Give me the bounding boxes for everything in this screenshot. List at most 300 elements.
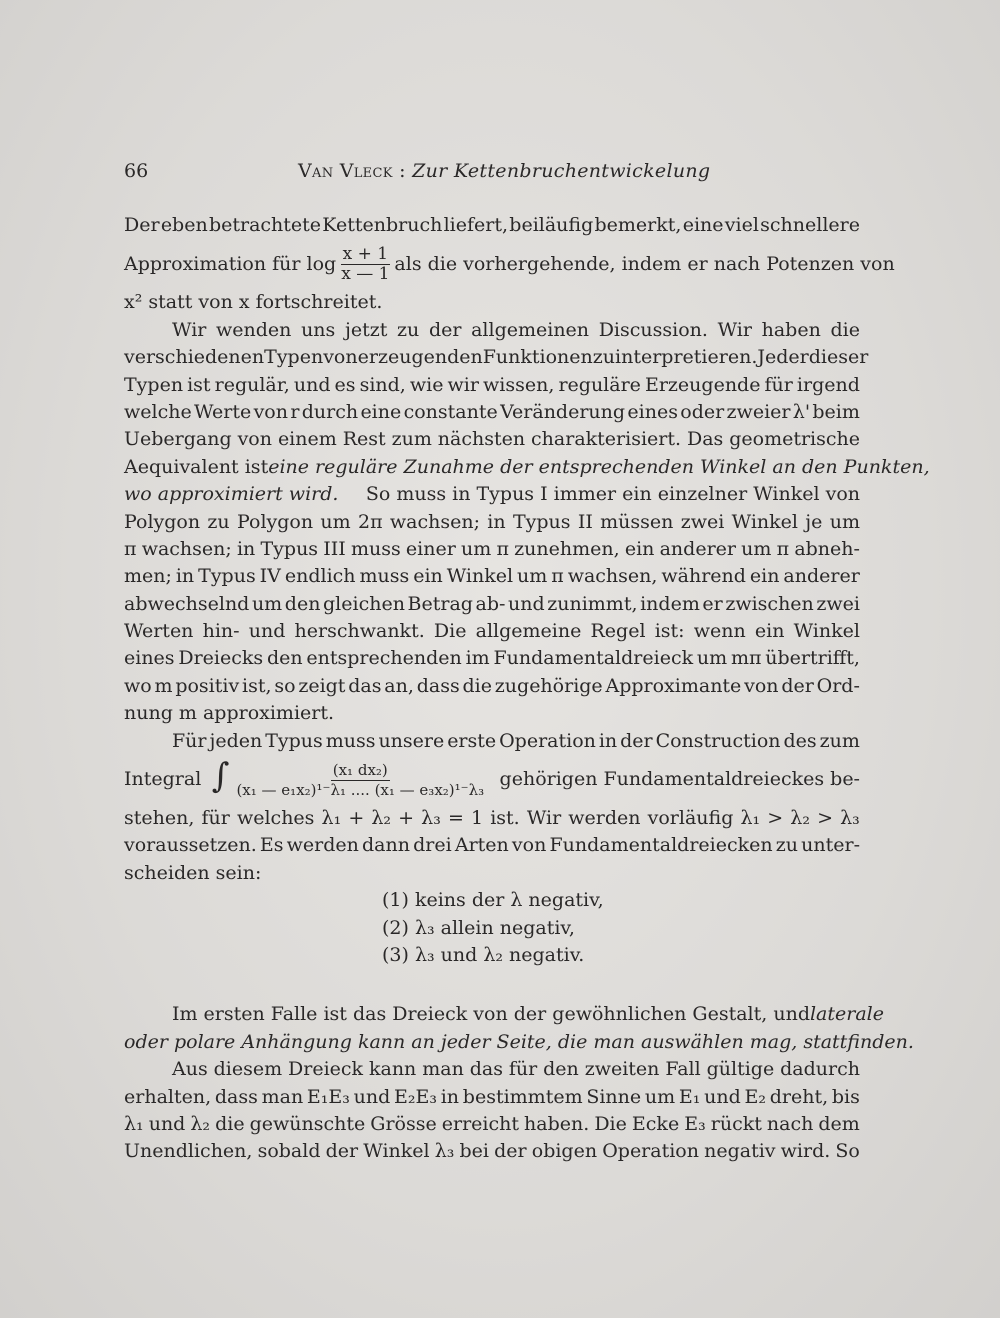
word: haben	[761, 318, 821, 341]
word: mπ	[730, 647, 762, 670]
word: negativ	[704, 1140, 776, 1163]
word: λ₁	[740, 807, 761, 830]
word: verschiedenen	[124, 346, 265, 369]
word: zum	[391, 428, 432, 451]
word: wachsen;	[389, 510, 480, 533]
word: voraussetzen.	[124, 834, 257, 857]
word: abneh-	[794, 537, 860, 560]
fraction-denominator: x — 1	[341, 263, 390, 284]
word: um	[320, 510, 351, 533]
text-line-with-fraction	[124, 239, 895, 289]
word: dreht,	[769, 1085, 829, 1108]
word: Typus	[198, 565, 256, 588]
text-line	[124, 673, 860, 700]
word: welche	[124, 400, 192, 423]
integral-sign: ∫	[211, 756, 230, 797]
word: dass	[416, 674, 460, 697]
word: zweiten	[584, 1058, 660, 1081]
word: erzeugenden	[357, 346, 483, 369]
word: sind,	[359, 373, 406, 396]
word: Typus	[512, 510, 571, 533]
word: +	[398, 807, 415, 830]
word: anderer	[783, 565, 860, 588]
word: zu	[775, 834, 798, 857]
word: ein	[624, 537, 655, 560]
word: λ₃	[434, 1140, 455, 1163]
word: erreicht	[441, 1112, 520, 1135]
word: schnellere	[760, 214, 860, 236]
word: man	[261, 1085, 304, 1108]
word: gleichen	[323, 592, 405, 615]
fraction	[339, 245, 391, 284]
word: von	[237, 428, 272, 451]
word: Operation	[602, 1140, 699, 1163]
header-title	[298, 160, 710, 182]
word: bei	[459, 1140, 489, 1163]
word: es	[334, 373, 356, 396]
word: λ₃	[840, 807, 860, 830]
word: irgend	[796, 373, 860, 396]
text-line	[124, 454, 930, 481]
word: r	[290, 400, 300, 423]
word: um	[644, 1085, 676, 1108]
word: jeden	[209, 729, 263, 752]
italic-phrase: oder polare Anhängung kann an jeder Seite, die man auswählen mag, stattfinden.	[124, 1030, 914, 1053]
word: um	[251, 592, 283, 615]
text-line	[124, 1029, 914, 1056]
word: π	[496, 537, 509, 560]
running-header	[124, 160, 860, 186]
text-line	[124, 399, 860, 426]
word: gültige	[706, 1058, 775, 1081]
italic-phrase: eine reguläre Zunahme der entsprechenden Winkel an den Punkten,	[268, 455, 930, 478]
word: wenden	[216, 318, 292, 341]
word: die	[830, 318, 860, 341]
case-item: (3) λ₃ und λ₂ negativ.	[382, 943, 585, 966]
word: um	[517, 565, 548, 588]
word: eines	[124, 647, 175, 670]
text-fragment: Approximation für log	[124, 252, 337, 275]
word: der	[428, 318, 462, 341]
fraction-numerator: x + 1	[342, 243, 389, 264]
word: Erzeugende	[644, 373, 761, 396]
word: betrachtete	[208, 214, 322, 236]
word: in	[487, 510, 506, 533]
word: eines	[627, 400, 678, 423]
word: E₃	[684, 1112, 706, 1135]
text-line	[124, 426, 860, 453]
word: Grösse	[370, 1112, 437, 1135]
word: Approximante	[605, 674, 742, 697]
word: ist	[187, 373, 211, 396]
text-line	[124, 1084, 860, 1111]
text-line	[124, 1056, 860, 1083]
word: und	[508, 592, 545, 615]
word: beiläufig	[509, 214, 594, 236]
word: in	[440, 1085, 460, 1108]
word: um	[461, 537, 492, 560]
word: die	[462, 674, 492, 697]
word: wir	[447, 373, 479, 396]
text-line	[124, 1001, 884, 1028]
word: =	[447, 807, 464, 830]
word: Fundamentaldreieck	[493, 647, 694, 670]
text-line-with-integral	[124, 755, 860, 805]
word: wachsen;	[141, 537, 232, 560]
word: λ₁	[321, 807, 342, 830]
word: von	[253, 400, 288, 423]
word: indem	[640, 592, 700, 615]
word: zwei	[816, 592, 860, 615]
text-fragment: So muss in Typus I immer ein einzelner Winkel von	[365, 483, 860, 506]
word: II	[577, 510, 593, 533]
word: der	[781, 674, 814, 697]
word: Typus	[265, 729, 323, 752]
word: eine	[682, 214, 724, 236]
word: Das	[686, 428, 724, 451]
word: herschwankt.	[294, 620, 425, 643]
word: man	[422, 1058, 464, 1081]
italic-phrase: wo approximiert wird.	[124, 483, 339, 506]
word: bestimmtem	[462, 1085, 583, 1108]
word: men;	[124, 565, 172, 588]
word: E₂	[744, 1085, 766, 1108]
word: ist:	[654, 620, 685, 643]
word: dem	[818, 1112, 860, 1135]
word: Construction	[655, 729, 781, 752]
word: stehen,	[124, 807, 195, 830]
word: Fall	[665, 1058, 701, 1081]
word: Die	[594, 1112, 627, 1135]
word: IV	[259, 565, 281, 588]
word: Arten	[454, 834, 509, 857]
word: viel	[724, 214, 759, 236]
integral-expression	[211, 756, 489, 800]
word: dadurch	[780, 1058, 860, 1081]
word: Die	[433, 620, 467, 643]
word: übertrifft,	[765, 647, 860, 670]
word: für	[508, 1058, 538, 1081]
word: Dreieck	[288, 1058, 364, 1081]
word: uns	[301, 318, 336, 341]
text-fragment: Integral	[124, 768, 202, 791]
word: allgemeine	[475, 620, 582, 643]
word: erste	[447, 729, 497, 752]
case-item: (1) keins der λ negativ,	[382, 889, 604, 912]
word: obigen	[531, 1140, 598, 1163]
page-number: 66	[124, 160, 149, 182]
word: um	[741, 537, 772, 560]
word: einer	[405, 537, 456, 560]
word: bis	[831, 1085, 860, 1108]
word: unter-	[801, 834, 860, 857]
word: Rest	[342, 428, 386, 451]
word: der	[494, 1140, 527, 1163]
word: werden	[286, 834, 359, 857]
word: erhalten,	[124, 1085, 212, 1108]
case-item: (2) λ₃ allein negativ,	[382, 916, 575, 939]
word: den	[543, 1058, 579, 1081]
word: zu	[397, 318, 420, 341]
text-line	[124, 563, 860, 590]
spacer	[124, 969, 860, 1001]
word: Wir	[717, 318, 752, 341]
word: ist.	[490, 807, 520, 830]
word: zeigt	[298, 674, 346, 697]
word: zu	[207, 510, 230, 533]
word: π	[776, 537, 790, 560]
word: unsere	[378, 729, 445, 752]
word: in	[598, 729, 618, 752]
word: endlich	[284, 565, 356, 588]
word: wo	[124, 674, 152, 697]
word: Der	[124, 214, 160, 236]
word: muss	[359, 565, 410, 588]
text-line	[124, 481, 860, 508]
author-name: Van Vleck	[298, 160, 393, 182]
word: λ₁	[124, 1112, 144, 1135]
word: oder	[680, 400, 725, 423]
word: muss	[350, 537, 401, 560]
word: der	[620, 729, 653, 752]
word: reguläre	[558, 373, 641, 396]
word: Uebergang	[124, 428, 232, 451]
word: m	[154, 674, 173, 697]
word: zunimmt,	[547, 592, 638, 615]
word: Polygon	[124, 510, 201, 533]
text-line	[124, 317, 860, 344]
word: Discussion.	[598, 318, 708, 341]
text-line: scheiden sein:	[124, 861, 262, 884]
word: constante	[403, 400, 498, 423]
word: das	[348, 674, 382, 697]
word: Für	[172, 729, 207, 752]
word: hin-	[202, 620, 240, 643]
word: Werte	[194, 400, 252, 423]
text-line	[124, 1111, 860, 1138]
word: jetzt	[344, 318, 388, 341]
word: eine	[360, 400, 402, 423]
word: eben	[160, 214, 208, 236]
word: E₁E₃	[306, 1085, 350, 1108]
header-separator: :	[399, 160, 406, 182]
fraction	[234, 761, 486, 800]
word: während	[661, 565, 746, 588]
word: Sinne	[586, 1085, 642, 1108]
word: geometrische	[729, 428, 860, 451]
word: Regel	[590, 620, 646, 643]
word: Ecke	[631, 1112, 680, 1135]
word: π	[551, 565, 564, 588]
word: so	[274, 674, 296, 697]
text-line	[124, 645, 860, 672]
word: abwechselnd	[124, 592, 250, 615]
text-line	[124, 591, 860, 618]
word: Werten	[124, 620, 194, 643]
word: von	[511, 834, 547, 857]
word: an,	[384, 674, 414, 697]
word: λ₂	[790, 807, 810, 830]
word: in	[236, 537, 256, 560]
word: Dreiecks	[178, 647, 264, 670]
text-line	[124, 728, 860, 755]
word: Betrag	[407, 592, 473, 615]
word: λ₂	[190, 1112, 211, 1135]
word: muss	[325, 729, 376, 752]
word: anderer	[659, 537, 736, 560]
word: nach	[766, 1112, 814, 1135]
word: charakterisiert.	[531, 428, 682, 451]
word: π	[124, 537, 137, 560]
word: Funktionen	[482, 346, 593, 369]
word: Unendlichen,	[124, 1140, 253, 1163]
word: vorläufig	[647, 807, 734, 830]
word: Winkel	[793, 620, 860, 643]
text-fragment: als die vorhergehende, indem er nach Potenzen von	[394, 252, 895, 275]
word: Es	[259, 834, 284, 857]
word: und	[704, 1085, 741, 1108]
word: kann	[368, 1058, 417, 1081]
word: Wir	[172, 318, 207, 341]
word: um	[829, 510, 860, 533]
word: ist,	[242, 674, 272, 697]
word: von	[744, 674, 779, 697]
article-title: Zur Kettenbruchentwickelung	[412, 160, 711, 182]
word: ein	[749, 565, 780, 588]
word: für	[201, 807, 230, 830]
word: >	[767, 807, 784, 830]
word: Winkel	[446, 565, 514, 588]
word: durch	[301, 400, 359, 423]
text-line: x² statt von x fortschreitet.	[124, 291, 383, 314]
word: zunehmen,	[514, 537, 620, 560]
word: zum	[819, 729, 860, 752]
word: von	[323, 346, 358, 369]
word: welches	[236, 807, 315, 830]
word: haben.	[524, 1112, 590, 1135]
word: Ord-	[816, 674, 860, 697]
word: und	[353, 1085, 391, 1108]
word: liefert,	[443, 214, 509, 236]
word: entsprechenden	[306, 647, 462, 670]
word: λ'	[792, 400, 811, 423]
word: beim	[812, 400, 860, 423]
word: 2π	[357, 510, 383, 533]
text-line	[124, 805, 860, 832]
word: regulär,	[214, 373, 290, 396]
text-line	[124, 832, 860, 859]
word: wissen,	[483, 373, 555, 396]
word: λ₃	[421, 807, 441, 830]
word: wenn	[693, 620, 746, 643]
word: dann	[362, 834, 410, 857]
word: in	[175, 565, 195, 588]
word: zwischen	[725, 592, 814, 615]
text-fragment: Aequivalent ist	[124, 455, 269, 478]
word: E₂E₃	[394, 1085, 437, 1108]
word: drei	[413, 834, 452, 857]
word: er	[702, 592, 723, 615]
word: zwei	[680, 510, 725, 533]
word: und	[293, 373, 331, 396]
word: Jeder	[757, 346, 809, 369]
word: Aus	[172, 1058, 208, 1081]
word: Polygon	[236, 510, 314, 533]
word: im	[465, 647, 490, 670]
word: ein	[413, 565, 443, 588]
word: müssen	[600, 510, 674, 533]
word: für	[764, 373, 793, 396]
word: wachsen,	[567, 565, 658, 588]
text-line	[124, 372, 860, 399]
text-fragment: Im ersten Falle ist das Dreieck von der gewöhnlichen Gestalt, und	[172, 1003, 810, 1026]
word: den	[266, 647, 303, 670]
word: je	[805, 510, 823, 533]
fraction-denominator: (x₁ — e₁x₂)¹⁻λ₁ .... (x₁ — e₃x₂)¹⁻λ₃	[236, 780, 485, 799]
word: Veränderung	[500, 400, 626, 423]
word: der	[325, 1140, 359, 1163]
word: E₁	[678, 1085, 701, 1108]
word: 1	[470, 807, 484, 830]
word: Wir	[526, 807, 562, 830]
word: einem	[277, 428, 337, 451]
word: wird.	[780, 1140, 831, 1163]
word: wie	[409, 373, 444, 396]
word: werden	[568, 807, 641, 830]
italic-phrase: laterale	[809, 1003, 884, 1026]
text-fragment: gehörigen Fundamentaldreieckes be-	[499, 768, 860, 791]
word: zu	[592, 346, 616, 369]
word: den	[284, 592, 321, 615]
body-text	[124, 212, 930, 1166]
word: Typen	[264, 346, 324, 369]
fraction-numerator: (x₁ dx₂)	[332, 760, 388, 779]
word: >	[817, 807, 833, 830]
word: die	[215, 1112, 245, 1135]
text-line	[124, 509, 860, 536]
word: sobald	[257, 1140, 321, 1163]
text-line	[124, 1138, 860, 1165]
word: Winkel	[731, 510, 798, 533]
word: allgemeinen	[471, 318, 590, 341]
word: bemerkt,	[594, 214, 682, 236]
text-line	[124, 536, 860, 563]
word: λ₂	[371, 807, 392, 830]
word: Typen	[124, 373, 184, 396]
word: dass	[214, 1085, 258, 1108]
word: des	[783, 729, 817, 752]
word: zugehörige	[494, 674, 603, 697]
word: +	[348, 807, 365, 830]
word: Fundamentaldreiecken	[549, 834, 773, 857]
word: rückt	[710, 1112, 762, 1135]
text-line	[124, 618, 860, 645]
word: zweier	[726, 400, 791, 423]
word: III	[323, 537, 346, 560]
word: Kettenbruch	[322, 214, 443, 236]
word: und	[248, 620, 286, 643]
word: Typus	[260, 537, 319, 560]
word: Operation	[499, 729, 596, 752]
word: diesem	[213, 1058, 283, 1081]
word: ein	[754, 620, 785, 643]
word: So	[835, 1140, 860, 1163]
word: Winkel	[363, 1140, 430, 1163]
word: das	[469, 1058, 503, 1081]
text-line: nung m approximiert.	[124, 702, 335, 725]
word: und	[148, 1112, 186, 1135]
word: dieser	[808, 346, 869, 369]
